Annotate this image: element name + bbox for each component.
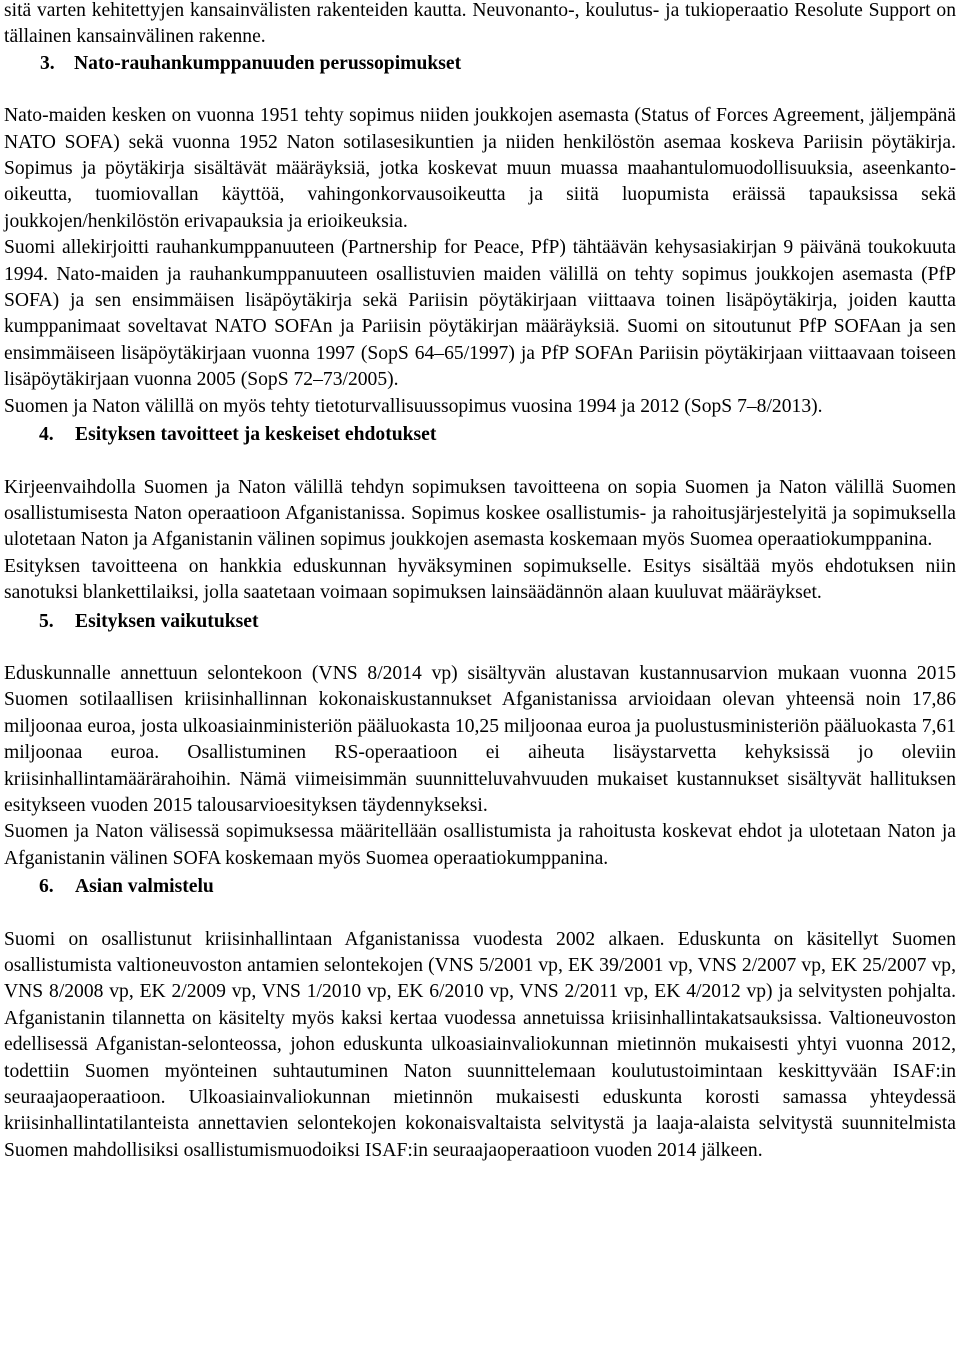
intro-paragraph: sitä varten kehitettyjen kansainvälisten rakenteiden kautta. Neuvonanto-, koulutus- ja tukioperaatio Resolute Support on tällainen kansainvälinen rakenne. <box>4 0 956 48</box>
section-number: 3. <box>40 52 55 74</box>
section-5-paragraph-2: Suomen ja Naton välisessä sopimuksessa määritellään osallistumista ja rahoitusta koskevat ehdot ja ulotetaan Naton ja Afganistanin välinen SOFA koskemaan myös Suomea operaatiokumppanina. <box>4 821 956 869</box>
section-title: Asian valmistelu <box>75 876 214 898</box>
section-4-paragraph-2: Esityksen tavoitteena on hankkia eduskunnan hyväksyminen sopimukselle. Esitys sisältää myös ehdotuksen niin sanotuksi blankettilaiksi, jolla saatetaan voimaan sopimuksen lainsäädännön alaan kuuluvat määräykset. <box>4 555 956 604</box>
section-3-paragraph-2: Suomi allekirjoitti rauhankumppanuuteen (Partnership for Peace, PfP) tähtäävän kehysasiakirjan 9 päivänä toukokuuta 1994. Nato-maiden ja rauhankumppanuuteen osallistuvien maiden välillä on tehty sopimus joukkojen asemasta (PfP SOFA) ja sen ensimmäisen lisäpöytäkirja sekä Pariisin pöytäkirjaan viittaava toinen lisäpöytäkirja, joiden kautta kumppanimaat soveltavat NATO SOFAn ja Pariisin pöytäkirjan määräyksiä. Suomi on sitoutunut PfP SOFAan ja sen ensimmäiseen lisäpöytäkirjaan vuonna 1997 (SopS 64–65/1997) ja PfP SOFAn Pariisin pöytäkirjaan viittaavaan toiseen lisäpöytäkirjaan vuonna 2005 (SopS 72–73/2005). <box>4 237 956 391</box>
section-number: 5. <box>39 610 54 632</box>
section-title: Nato-rauhankumppanuuden perussopimukset <box>74 52 462 74</box>
section-5-paragraph-1: Eduskunnalle annettuun selontekoon (VNS 8/2014 vp) sisältyvän alustavan kustannusarvion mukaan vuonna 2015 Suomen sotilaallisen kriisinhallinnan kokonaiskustannukset Afganistanissa arvioidaan olevan yhteensä noin 17,86 miljoonaa euroa, josta ulkoasiainministeriön pääluokasta 10,25 miljoonaa euroa ja puolustusministeriön pääluokasta 7,61 miljoonaa euroa. Osallistuminen RS-operaatioon ei aiheuta lisäystarvetta kehyksissä jo oleviin kriisinhallintamäärärahoihin. Nämä viimeisimmän suunnitteluvahvuuden mukaiset kustannukset sisältyvät hallituksen esitykseen vuoden 2015 talousarvioesityksen täydennykseksi. <box>4 662 956 816</box>
section-4-paragraph-1: Kirjeenvaihdolla Suomen ja Naton välillä tehdyn sopimuksen tavoitteena on sopia Suomen ja Naton välillä Suomen osallistumisesta Naton operaatioon Afganistanissa. Sopimus koskee osallistumis- ja rahoitusjärjestelyitä ja sopimuksella ulotetaan Naton ja Afganistanin välinen sopimus joukkojen asemasta koskemaan myös Suomea operaatiokumppanina. <box>4 476 956 551</box>
section-6-heading <box>4 874 956 900</box>
section-3-paragraph-1: Nato-maiden kesken on vuonna 1951 tehty sopimus niiden joukkojen asemasta (Status of Forces Agreement, jäljempänä NATO SOFA) sekä vuonna 1952 Naton sotilasesikuntien ja niiden henkilöstön asemaa koskeva Pariisin pöytäkirja. Sopimus ja pöytäkirja sisältävät määräyksiä, jotka koskevat muun muassa maahantulomuodollisuuksia, aseenkanto-oikeutta, tuomiovallan käyttöä, vahingonkorvausoikeutta ja siitä luopumista eräissä tapauksissa sekä joukkojen/henkilöstön erivapauksia ja erioikeuksia. <box>4 105 956 232</box>
section-3-heading <box>4 51 956 77</box>
section-3-paragraph-3: Suomen ja Naton välillä on myös tehty tietoturvallisuussopimus vuosina 1994 ja 2012 (SopS 7–8/2013). <box>4 395 823 417</box>
section-4-heading <box>4 422 956 448</box>
section-number: 6. <box>39 876 54 898</box>
section-title: Esityksen vaikutukset <box>75 610 259 632</box>
section-number: 4. <box>39 424 54 446</box>
section-title: Esityksen tavoitteet ja keskeiset ehdotukset <box>75 424 437 446</box>
section-6-paragraph-1: Suomi on osallistunut kriisinhallintaan Afganistanissa vuodesta 2002 alkaen. Eduskunta on käsitellyt Suomen osallistumista valtioneuvoston antamien selontekojen (VNS 5/2001 vp, EK 39/2001 vp, VNS 2/2007 vp, EK 25/2007 vp, VNS 8/2008 vp, EK 2/2009 vp, VNS 1/2010 vp, EK 6/2010 vp, VNS 2/2011 vp, EK 4/2012 vp) ja selvitysten pohjalta. Afganistanin tilannetta on käsitelty myös kaksi kertaa vuodessa annetuissa kriisinhallintakatsauksissa. Valtioneuvoston edellisessä Afganistan-selonteossa, johon eduskunta ulkoasiainvaliokunnan mietinnön mukaisesti yhtyi vuonna 2012, todettiin Suomen myönteinen suhtautuminen Naton suunnittelemaan koulutustoimintaan keskittyvään ISAF:in seuraajaoperaatioon. Ulkoasiainvaliokunnan mietinnön mukaisesti eduskunta korosti samassa yhteydessä kriisinhallintatilanteista annettavien selontekojen kokonaisvaltaista selvitystä ja laaja-alaista selvitystä suunnitelmista Suomen mahdollisiksi osallistumismuodoiksi ISAF:in seuraajaoperaatioon vuoden 2014 jälkeen. <box>4 928 956 1161</box>
section-5-heading <box>4 609 956 635</box>
